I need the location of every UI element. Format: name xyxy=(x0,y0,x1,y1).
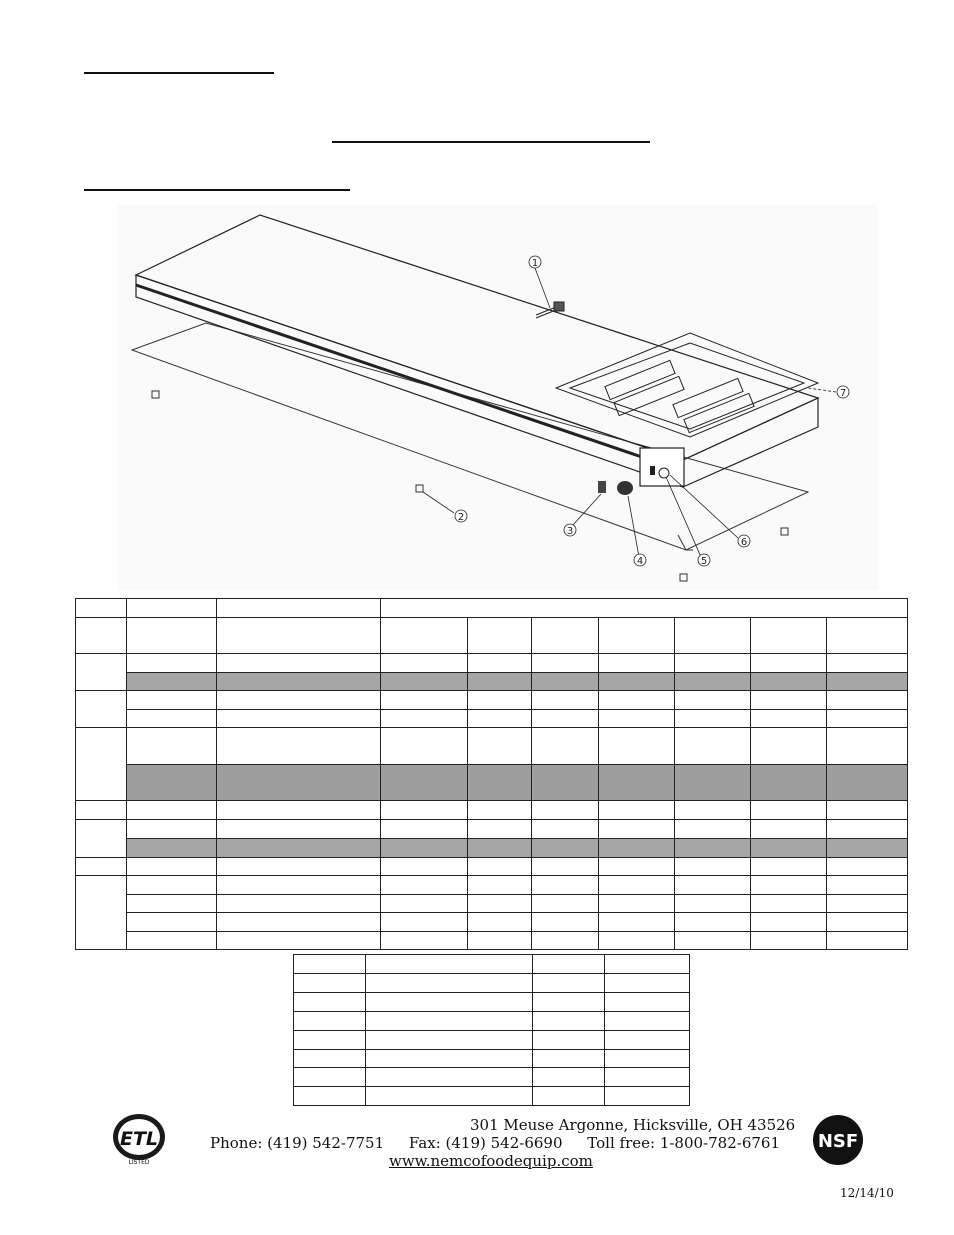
table-cell xyxy=(605,1031,690,1050)
table-cell xyxy=(827,673,908,691)
knob-part xyxy=(617,481,633,495)
table-cell xyxy=(217,618,381,654)
table-cell xyxy=(381,895,468,913)
table-cell xyxy=(468,839,532,858)
table-cell xyxy=(468,765,532,801)
table-cell xyxy=(381,691,468,710)
table-cell xyxy=(468,801,532,820)
table-cell xyxy=(599,839,675,858)
nsf-logo-text: NSF xyxy=(817,1131,859,1152)
table-row xyxy=(294,1068,690,1087)
parts-table xyxy=(75,598,908,950)
table-cell xyxy=(605,993,690,1012)
heading-rule xyxy=(84,72,274,74)
table-cell xyxy=(294,993,366,1012)
table-cell xyxy=(381,820,468,839)
table-cell xyxy=(827,728,908,765)
table-cell xyxy=(675,895,751,913)
table-cell xyxy=(294,955,366,974)
table-cell xyxy=(751,728,827,765)
table-cell xyxy=(127,858,217,876)
table-row xyxy=(294,974,690,993)
table-row xyxy=(76,839,908,858)
table-cell xyxy=(751,618,827,654)
table-cell xyxy=(599,618,675,654)
exploded-parts-diagram xyxy=(118,205,878,590)
table-cell xyxy=(294,1068,366,1087)
table-cell xyxy=(76,618,127,654)
table-cell xyxy=(827,876,908,895)
table-cell xyxy=(217,913,381,932)
table-cell xyxy=(468,618,532,654)
table-row xyxy=(76,691,908,710)
table-row xyxy=(294,993,690,1012)
table-cell xyxy=(532,691,599,710)
control-panel xyxy=(640,448,684,486)
table-cell xyxy=(366,1012,533,1031)
table-cell xyxy=(605,1050,690,1068)
callout-2: 2 xyxy=(457,512,465,523)
callout-3: 3 xyxy=(566,526,574,537)
callout-5: 5 xyxy=(700,556,708,567)
table-cell xyxy=(533,1031,605,1050)
table-cell xyxy=(381,932,468,950)
table-cell xyxy=(76,728,127,801)
table-cell xyxy=(675,654,751,673)
table-cell xyxy=(675,673,751,691)
table-cell xyxy=(605,1087,690,1106)
table-cell xyxy=(217,599,381,618)
table-cell xyxy=(751,932,827,950)
table-cell xyxy=(217,858,381,876)
table-cell xyxy=(76,820,127,858)
table-cell xyxy=(217,932,381,950)
table-cell xyxy=(127,599,217,618)
table-cell xyxy=(532,895,599,913)
table-cell xyxy=(675,913,751,932)
table-cell xyxy=(533,955,605,974)
table-cell xyxy=(294,1012,366,1031)
table-cell xyxy=(751,820,827,839)
table-cell xyxy=(127,876,217,895)
table-row xyxy=(76,913,908,932)
table-cell xyxy=(127,710,217,728)
table-cell xyxy=(366,1031,533,1050)
callout-4: 4 xyxy=(636,556,644,567)
table-cell xyxy=(381,858,468,876)
table-cell xyxy=(532,801,599,820)
table-row xyxy=(76,654,908,673)
table-row xyxy=(294,1012,690,1031)
table-cell xyxy=(675,710,751,728)
options-table xyxy=(293,954,690,1106)
table-cell xyxy=(468,710,532,728)
table-row xyxy=(76,895,908,913)
table-cell xyxy=(127,728,217,765)
etl-listed-logo xyxy=(110,1112,168,1166)
table-cell xyxy=(76,654,127,691)
warmer-housing-top xyxy=(136,215,818,460)
callout-6: 6 xyxy=(740,537,748,548)
table-cell xyxy=(827,858,908,876)
table-cell xyxy=(381,654,468,673)
table-cell xyxy=(532,858,599,876)
table-cell xyxy=(533,1012,605,1031)
table-cell xyxy=(533,974,605,993)
table-cell xyxy=(605,1012,690,1031)
table-cell xyxy=(468,876,532,895)
table-cell xyxy=(127,913,217,932)
switch-part xyxy=(598,481,606,493)
table-cell xyxy=(217,895,381,913)
table-cell xyxy=(127,618,217,654)
table-cell xyxy=(127,765,217,801)
table-row xyxy=(76,876,908,895)
callout-7: 7 xyxy=(839,388,847,399)
table-cell xyxy=(217,820,381,839)
table-cell xyxy=(675,618,751,654)
title-rule xyxy=(332,141,650,143)
table-cell xyxy=(468,820,532,839)
table-cell xyxy=(827,765,908,801)
table-cell xyxy=(827,618,908,654)
revision-date: 12/14/10 xyxy=(840,1186,894,1200)
table-cell xyxy=(605,955,690,974)
table-cell xyxy=(827,710,908,728)
table-cell xyxy=(468,673,532,691)
table-cell xyxy=(599,820,675,839)
table-cell xyxy=(532,765,599,801)
table-cell xyxy=(827,913,908,932)
table-row xyxy=(76,858,908,876)
table-cell xyxy=(533,993,605,1012)
table-cell xyxy=(127,932,217,950)
table-cell xyxy=(751,710,827,728)
table-cell xyxy=(217,673,381,691)
table-cell xyxy=(468,691,532,710)
table-cell xyxy=(599,691,675,710)
table-row xyxy=(294,1031,690,1050)
table-cell xyxy=(294,1031,366,1050)
table-cell xyxy=(605,1068,690,1087)
company-address: 301 Meuse Argonne, Hicksville, OH 43526 xyxy=(470,1116,796,1134)
table-cell xyxy=(217,801,381,820)
section-rule xyxy=(84,189,350,191)
table-cell xyxy=(294,1087,366,1106)
table-cell xyxy=(217,839,381,858)
table-cell xyxy=(76,691,127,728)
table-cell xyxy=(127,895,217,913)
table-cell xyxy=(827,820,908,839)
table-cell xyxy=(675,820,751,839)
fax-number: Fax: (419) 542-6690 xyxy=(408,1134,563,1152)
base-plate xyxy=(132,323,808,550)
table-cell xyxy=(381,673,468,691)
table-cell xyxy=(532,728,599,765)
table-cell xyxy=(675,876,751,895)
etl-listed-text: LISTED xyxy=(128,1159,150,1166)
table-cell xyxy=(751,654,827,673)
table-row xyxy=(76,765,908,801)
table-cell xyxy=(532,618,599,654)
table-cell xyxy=(675,765,751,801)
table-cell xyxy=(127,801,217,820)
table-cell xyxy=(751,913,827,932)
table-cell xyxy=(533,1068,605,1087)
table-cell xyxy=(532,820,599,839)
table-cell xyxy=(599,673,675,691)
table-cell xyxy=(381,618,468,654)
table-row xyxy=(76,728,908,765)
table-cell xyxy=(381,913,468,932)
table-cell xyxy=(381,801,468,820)
table-cell xyxy=(827,839,908,858)
table-cell xyxy=(381,839,468,858)
table-cell xyxy=(532,710,599,728)
table-cell xyxy=(76,858,127,876)
table-cell xyxy=(217,876,381,895)
table-cell xyxy=(599,801,675,820)
etl-logo-text: ETL xyxy=(119,1128,159,1150)
table-cell xyxy=(751,691,827,710)
toll-free-number: Toll free: 1-800-782-6761 xyxy=(587,1134,780,1152)
table-cell xyxy=(381,728,468,765)
table-cell xyxy=(127,691,217,710)
website-link[interactable]: www.nemcofoodequip.com xyxy=(389,1152,593,1170)
table-cell xyxy=(76,876,127,950)
table-cell xyxy=(751,801,827,820)
table-cell xyxy=(381,876,468,895)
table-cell xyxy=(76,801,127,820)
table-cell xyxy=(599,913,675,932)
table-cell xyxy=(366,1087,533,1106)
table-cell xyxy=(76,599,127,618)
table-row xyxy=(76,710,908,728)
table-cell xyxy=(532,876,599,895)
table-cell xyxy=(381,599,908,618)
table-cell xyxy=(675,839,751,858)
table-cell xyxy=(217,691,381,710)
table-cell xyxy=(532,932,599,950)
table-cell xyxy=(381,710,468,728)
table-cell xyxy=(751,673,827,691)
contact-line xyxy=(210,1134,780,1152)
table-row xyxy=(76,801,908,820)
callout-1: 1 xyxy=(531,258,539,269)
table-cell xyxy=(827,654,908,673)
table-cell xyxy=(827,801,908,820)
nsf-logo xyxy=(812,1114,864,1166)
table-cell xyxy=(599,876,675,895)
table-cell xyxy=(675,691,751,710)
table-cell xyxy=(217,728,381,765)
table-cell xyxy=(533,1087,605,1106)
table-row xyxy=(294,955,690,974)
table-cell xyxy=(751,839,827,858)
table-cell xyxy=(294,1050,366,1068)
table-cell xyxy=(468,858,532,876)
table-cell xyxy=(127,839,217,858)
table-cell xyxy=(533,1050,605,1068)
rubber-feet xyxy=(152,391,788,581)
table-cell xyxy=(675,728,751,765)
table-cell xyxy=(381,765,468,801)
table-cell xyxy=(366,1068,533,1087)
table-cell xyxy=(468,654,532,673)
table-cell xyxy=(217,765,381,801)
table-cell xyxy=(468,728,532,765)
table-cell xyxy=(127,654,217,673)
table-cell xyxy=(675,932,751,950)
table-cell xyxy=(599,765,675,801)
table-cell xyxy=(532,673,599,691)
table-cell xyxy=(827,932,908,950)
table-cell xyxy=(366,1050,533,1068)
table-cell xyxy=(751,765,827,801)
table-cell xyxy=(127,820,217,839)
phone-number: Phone: (419) 542-7751 xyxy=(210,1134,385,1152)
table-row xyxy=(76,820,908,839)
table-cell xyxy=(599,710,675,728)
table-cell xyxy=(599,654,675,673)
table-cell xyxy=(532,654,599,673)
parts-diagram-svg xyxy=(118,205,878,590)
table-cell xyxy=(599,858,675,876)
table-cell xyxy=(532,839,599,858)
table-cell xyxy=(294,974,366,993)
table-cell xyxy=(532,913,599,932)
table-cell xyxy=(599,895,675,913)
table-row xyxy=(294,1050,690,1068)
table-cell xyxy=(217,654,381,673)
table-cell xyxy=(675,858,751,876)
table-cell xyxy=(468,913,532,932)
table-cell xyxy=(217,710,381,728)
table-cell xyxy=(366,974,533,993)
table-cell xyxy=(366,993,533,1012)
table-row xyxy=(76,618,908,654)
table-cell xyxy=(751,858,827,876)
table-cell xyxy=(127,673,217,691)
table-cell xyxy=(751,876,827,895)
table-cell xyxy=(468,932,532,950)
table-cell xyxy=(605,974,690,993)
table-row xyxy=(294,1087,690,1106)
table-cell xyxy=(599,932,675,950)
table-cell xyxy=(827,895,908,913)
table-cell xyxy=(827,691,908,710)
table-cell xyxy=(599,728,675,765)
table-cell xyxy=(751,895,827,913)
table-cell xyxy=(468,895,532,913)
table-row xyxy=(76,932,908,950)
table-row xyxy=(76,673,908,691)
table-cell xyxy=(366,955,533,974)
table-cell xyxy=(675,801,751,820)
table-row xyxy=(76,599,908,618)
